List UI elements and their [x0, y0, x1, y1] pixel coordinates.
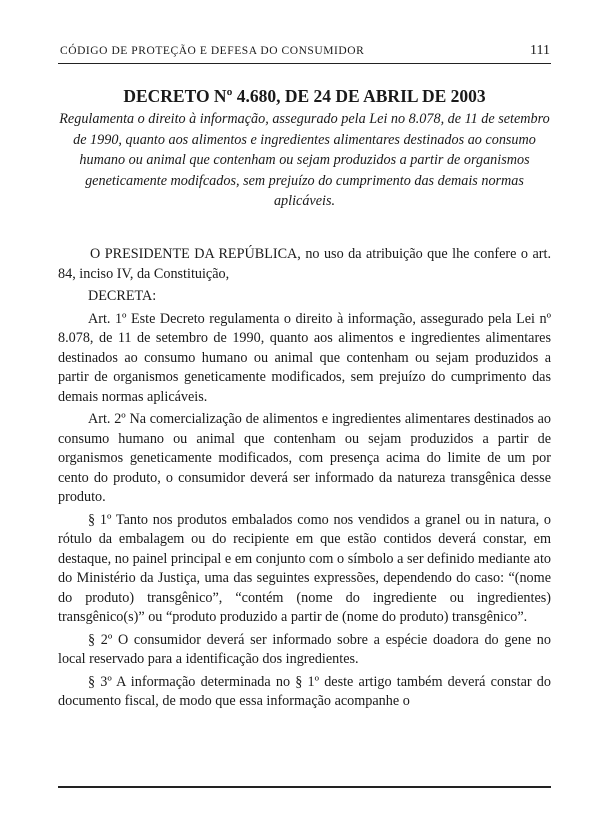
- decree-body: [58, 245, 551, 715]
- header-rule: [58, 63, 551, 64]
- decree-ementa: Regulamenta o direito à informação, assegurado pela Lei no 8.078, de 11 de setembro de 1990, quanto aos alimentos e ingredientes alimentares destinados ao consumo humano ou animal que contenham ou sejam produzidos a partir de organismos geneticamente modifcados, sem prejuízo do cumprimento das demais normas aplicáveis.: [59, 111, 550, 209]
- paragraph-1: § 1º Tanto nos produtos embalados como nos vendidos a granel ou in natura, o rótulo da embalagem ou do recipiente em que estão contidos deverá constar, em destaque, no painel principal e em conjunto com o símbolo a ser definido mediante ato do Ministério da Justiça, uma das seguintes expressões, dependendo do caso: “(nome do produto) transgênico”, “contém (nome do ingrediente ou ingredientes) transgênico(s)” ou “produto produzido a partir de (nome do produto) transgênico”.: [58, 511, 551, 625]
- footer-rule: [58, 786, 551, 788]
- paragraph-3: § 3º A informação determinada no § 1º deste artigo também deverá constar do documento fiscal, de modo que essa informação acompanhe o: [58, 673, 551, 709]
- running-title: CÓDIGO DE PROTEÇÃO E DEFESA DO CONSUMIDOR: [60, 45, 365, 57]
- decreta-paragraph: DECRETA:: [88, 288, 157, 304]
- preamble-paragraph: O PRESIDENTE DA REPÚBLICA, no uso da atribuição que lhe confere o art. 84, inciso IV, da Constituição,: [58, 246, 551, 282]
- paragraph-2: § 2º O consumidor deverá ser informado sobre a espécie doadora do gene no local reservado para a identificação dos ingredientes.: [58, 631, 551, 667]
- decree-title: DECRETO Nº 4.680, DE 24 DE ABRIL DE 2003: [123, 86, 486, 106]
- article-1-paragraph: Art. 1º Este Decreto regulamenta o direito à informação, assegurado pela Lei nº 8.078, de 11 de setembro de 1990, quanto aos alimentos e ingredientes alimentares destinados ao consumo humano ou animal que contenham ou sejam produzidos a partir de organismos geneticamente modificados, sem prejuízo do cumprimento das demais normas aplicáveis.: [58, 310, 551, 405]
- article-2-paragraph: Art. 2º Na comercialização de alimentos e ingredientes alimentares destinados ao consumo humano ou animal que contenham ou sejam produzidos a partir de organismos geneticamente modificados, com presença acima do limite de um por cento do produto, o consumidor deverá ser informado da natureza transgênica desse produto.: [58, 411, 551, 505]
- running-header: [60, 42, 550, 62]
- page-number: 111: [530, 43, 550, 58]
